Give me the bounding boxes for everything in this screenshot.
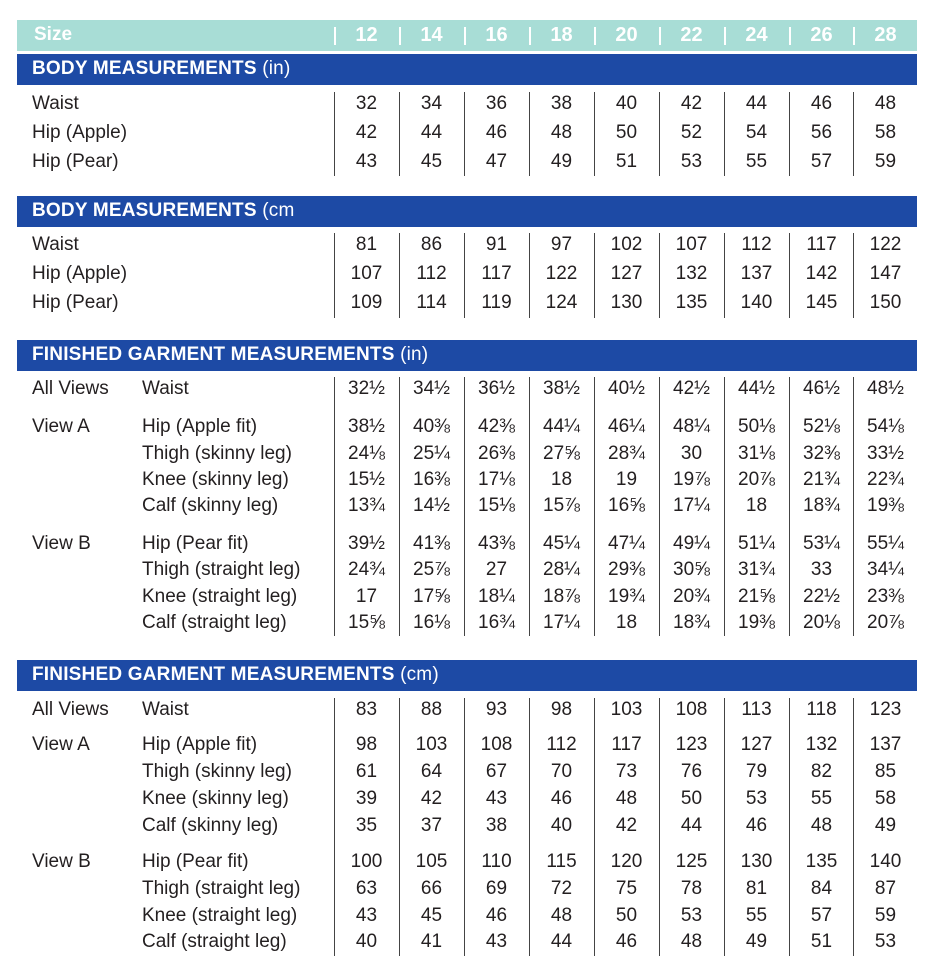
measurement-cell: 127 [610, 263, 643, 284]
measurement-cell: 57 [810, 151, 833, 172]
measurement-cell: 48 [680, 931, 703, 952]
row-label: Hip (Apple fit) [142, 416, 258, 437]
measurement-cell: 114 [416, 292, 447, 313]
measurement-cell: 39½ [348, 533, 385, 554]
measurement-cell: 97 [550, 234, 573, 255]
measurement-cell: 145 [805, 292, 838, 313]
measurement-cell: 38½ [543, 378, 580, 399]
measurement-cell: 19⅜ [867, 495, 904, 516]
measurement-cell: 107 [675, 234, 708, 255]
row-label: Knee (skinny leg) [142, 469, 289, 490]
measurement-cell: 58 [874, 122, 897, 143]
measurement-cell: 47 [485, 151, 508, 172]
measurement-cell: 21⅝ [738, 586, 775, 607]
size-header-divider [594, 27, 596, 45]
measurement-cell: 58 [874, 788, 897, 809]
measurement-cell: 17¼ [673, 495, 710, 516]
measurement-cell: 46¼ [608, 416, 645, 437]
measurement-cell: 100 [350, 851, 383, 872]
measurement-cell: 137 [869, 734, 902, 755]
section-title-text: BODY MEASUREMENTS [32, 200, 257, 221]
measurement-cell: 51 [615, 151, 638, 172]
measurement-cell: 46 [615, 931, 638, 952]
measurement-cell: 79 [745, 761, 768, 782]
measurement-cell: 98 [355, 734, 378, 755]
row-label: Hip (Pear) [32, 292, 119, 313]
measurement-cell: 103 [415, 734, 448, 755]
measurement-cell: 61 [355, 761, 378, 782]
measurement-cell: 45¼ [543, 533, 580, 554]
measurement-cell: 42 [615, 815, 638, 836]
measurement-cell: 135 [675, 292, 708, 313]
measurement-cell: 51 [810, 931, 833, 952]
measurement-cell: 18 [745, 495, 768, 516]
measurement-cell: 117 [806, 234, 837, 255]
measurement-cell: 20⅞ [738, 469, 775, 490]
measurement-cell: 27⅝ [543, 443, 580, 464]
row-label: Thigh (skinny leg) [142, 443, 292, 464]
measurement-cell: 53 [680, 905, 703, 926]
measurement-cell: 38½ [348, 416, 385, 437]
measurement-cell: 91 [485, 234, 508, 255]
measurement-cell: 32 [355, 93, 378, 114]
measurement-cell: 36½ [478, 378, 515, 399]
measurement-cell: 16⅝ [608, 495, 645, 516]
measurement-cell: 33 [810, 559, 833, 580]
measurement-cell: 25⅞ [413, 559, 450, 580]
measurement-cell: 16⅛ [413, 612, 450, 633]
measurement-cell: 32⅜ [803, 443, 840, 464]
section-title-text: FINISHED GARMENT MEASUREMENTS [32, 344, 395, 365]
measurement-cell: 140 [740, 292, 773, 313]
measurement-cell: 31⅛ [738, 443, 775, 464]
measurement-cell: 28¼ [543, 559, 580, 580]
measurement-cell: 113 [741, 699, 772, 720]
measurement-cell: 53¼ [803, 533, 840, 554]
row-label: Calf (skinny leg) [142, 495, 279, 516]
measurement-cell: 42 [680, 93, 703, 114]
measurement-cell: 57 [810, 905, 833, 926]
measurement-cell: 147 [869, 263, 902, 284]
measurement-cell: 23⅜ [867, 586, 904, 607]
size-header-divider [659, 27, 661, 45]
row-label: Waist [32, 234, 79, 255]
measurement-cell: 53 [745, 788, 768, 809]
measurement-cell: 42⅜ [478, 416, 515, 437]
measurement-cell: 45 [420, 151, 443, 172]
measurement-cell: 59 [874, 905, 897, 926]
section-band [17, 196, 917, 227]
measurement-cell: 38 [485, 815, 508, 836]
measurement-cell: 132 [675, 263, 708, 284]
measurement-cell: 108 [480, 734, 513, 755]
measurement-cell: 70 [550, 761, 573, 782]
measurement-cell: 50 [615, 905, 638, 926]
measurement-cell: 48 [550, 122, 573, 143]
measurement-cell: 24⅛ [348, 443, 385, 464]
measurement-cell: 69 [485, 878, 508, 899]
measurement-cell: 27 [485, 559, 508, 580]
measurement-cell: 122 [545, 263, 578, 284]
row-group-label: View B [32, 533, 91, 554]
measurement-cell: 46 [485, 122, 508, 143]
measurement-cell: 48 [615, 788, 638, 809]
row-label: Calf (straight leg) [142, 612, 287, 633]
measurement-cell: 20⅞ [867, 612, 904, 633]
measurement-cell: 42 [355, 122, 378, 143]
measurement-cell: 42½ [673, 378, 710, 399]
measurement-cell: 109 [350, 292, 383, 313]
measurement-cell: 17¼ [543, 612, 580, 633]
measurement-cell: 45 [420, 905, 443, 926]
measurement-cell: 87 [874, 878, 897, 899]
measurement-cell: 19 [615, 469, 638, 490]
measurement-cell: 53 [874, 931, 897, 952]
measurement-cell: 46 [550, 788, 573, 809]
row-group-label: View A [32, 734, 90, 755]
measurement-cell: 17 [355, 586, 378, 607]
measurement-cell: 20⅛ [803, 612, 840, 633]
measurement-cell: 19⅜ [738, 612, 775, 633]
measurement-cell: 15⅝ [348, 612, 385, 633]
measurement-cell: 48 [550, 905, 573, 926]
measurement-cell: 130 [740, 851, 773, 872]
measurement-cell: 117 [481, 263, 512, 284]
measurement-cell: 25¼ [413, 443, 450, 464]
measurement-cell: 72 [550, 878, 573, 899]
measurement-cell: 82 [810, 761, 833, 782]
measurement-cell: 33½ [867, 443, 904, 464]
measurement-cell: 15⅛ [478, 495, 515, 516]
measurement-cell: 53 [680, 151, 703, 172]
measurement-cell: 46½ [803, 378, 840, 399]
measurement-cell: 46 [810, 93, 833, 114]
size-column-16: 16 [485, 24, 508, 46]
measurement-cell: 20¾ [673, 586, 710, 607]
measurement-cell: 34¼ [867, 559, 904, 580]
row-group-label: View A [32, 416, 90, 437]
measurement-cell: 44 [550, 931, 573, 952]
size-column-14: 14 [420, 24, 443, 46]
measurement-cell: 49 [550, 151, 573, 172]
measurement-cell: 50 [615, 122, 638, 143]
measurement-cell: 48½ [867, 378, 904, 399]
row-group-label: View B [32, 851, 91, 872]
measurement-cell: 41⅜ [413, 533, 450, 554]
row-label: Waist [142, 378, 189, 399]
measurement-cell: 88 [420, 699, 443, 720]
size-header-divider [334, 27, 336, 45]
measurement-cell: 40½ [608, 378, 645, 399]
measurement-cell: 64 [420, 761, 443, 782]
measurement-cell: 117 [611, 734, 642, 755]
size-header-divider [464, 27, 466, 45]
measurement-cell: 119 [481, 292, 512, 313]
measurement-cell: 49 [874, 815, 897, 836]
measurement-cell: 22¾ [867, 469, 904, 490]
measurement-cell: 44 [420, 122, 443, 143]
section-title [32, 344, 428, 366]
measurement-cell: 55 [745, 905, 768, 926]
measurement-cell: 52 [680, 122, 703, 143]
measurement-cell: 112 [416, 263, 447, 284]
measurement-cell: 44 [745, 93, 768, 114]
measurement-cell: 18 [550, 469, 573, 490]
measurement-cell: 46 [485, 905, 508, 926]
measurement-cell: 41 [420, 931, 443, 952]
measurement-cell: 13¾ [348, 495, 385, 516]
measurement-cell: 81 [745, 878, 768, 899]
measurement-cell: 46 [745, 815, 768, 836]
measurement-cell: 48 [810, 815, 833, 836]
measurement-cell: 19⅞ [673, 469, 710, 490]
size-header-divider [789, 27, 791, 45]
measurement-cell: 43 [355, 151, 378, 172]
measurement-cell: 28¾ [608, 443, 645, 464]
measurement-cell: 137 [740, 263, 773, 284]
measurement-cell: 50 [680, 788, 703, 809]
measurement-cell: 32½ [348, 378, 385, 399]
measurement-cell: 44 [680, 815, 703, 836]
row-label: Knee (straight leg) [142, 586, 298, 607]
section-unit: (in) [262, 58, 291, 79]
measurement-cell: 44¼ [543, 416, 580, 437]
measurement-cell: 35 [355, 815, 378, 836]
measurement-cell: 85 [874, 761, 897, 782]
section-title-text: FINISHED GARMENT MEASUREMENTS [32, 664, 395, 685]
measurement-cell: 132 [805, 734, 838, 755]
measurement-cell: 37 [420, 815, 443, 836]
measurement-cell: 51¼ [738, 533, 775, 554]
size-column-28: 28 [874, 24, 897, 46]
measurement-cell: 55 [745, 151, 768, 172]
size-column-22: 22 [680, 24, 703, 46]
row-label: Waist [32, 93, 79, 114]
measurement-cell: 48 [874, 93, 897, 114]
row-label: Waist [142, 699, 189, 720]
size-column-24: 24 [745, 24, 768, 46]
measurement-cell: 49¼ [673, 533, 710, 554]
section-unit: (cm) [400, 664, 439, 685]
measurement-cell: 78 [680, 878, 703, 899]
measurement-cell: 18¾ [803, 495, 840, 516]
size-column-18: 18 [550, 24, 573, 46]
measurement-cell: 44½ [738, 378, 775, 399]
measurement-cell: 43 [355, 905, 378, 926]
row-label: Knee (straight leg) [142, 905, 298, 926]
section-band [17, 660, 917, 691]
size-column-20: 20 [615, 24, 638, 46]
measurement-cell: 120 [610, 851, 643, 872]
size-header-divider [724, 27, 726, 45]
size-header-divider [529, 27, 531, 45]
measurement-cell: 43 [485, 788, 508, 809]
measurement-cell: 18¾ [673, 612, 710, 633]
measurement-cell: 130 [610, 292, 643, 313]
measurement-cell: 36 [485, 93, 508, 114]
measurement-cell: 16⅜ [413, 469, 450, 490]
measurement-cell: 124 [545, 292, 578, 313]
row-label: Hip (Apple) [32, 263, 128, 284]
measurement-cell: 17⅝ [413, 586, 450, 607]
measurement-cell: 108 [675, 699, 708, 720]
row-label: Hip (Pear fit) [142, 851, 249, 872]
row-label: Thigh (straight leg) [142, 559, 301, 580]
measurement-cell: 105 [415, 851, 448, 872]
measurement-cell: 40⅜ [413, 416, 450, 437]
measurement-cell: 54⅛ [867, 416, 904, 437]
measurement-cell: 18¼ [478, 586, 515, 607]
measurement-cell: 110 [481, 851, 512, 872]
size-header-row [17, 20, 917, 51]
section-title-text: BODY MEASUREMENTS [32, 58, 257, 79]
row-label: Knee (skinny leg) [142, 788, 289, 809]
measurement-cell: 39 [355, 788, 378, 809]
measurement-cell: 43 [485, 931, 508, 952]
measurement-cell: 66 [420, 878, 443, 899]
measurement-cell: 19¾ [608, 586, 645, 607]
measurement-cell: 103 [610, 699, 643, 720]
measurement-cell: 30⅝ [673, 559, 710, 580]
section-unit: (cm [262, 200, 295, 221]
measurement-cell: 54 [745, 122, 768, 143]
measurement-cell: 81 [355, 234, 378, 255]
measurement-cell: 50⅛ [738, 416, 775, 437]
row-label: Calf (straight leg) [142, 931, 287, 952]
measurement-cell: 18⅞ [543, 586, 580, 607]
measurement-cell: 115 [546, 851, 577, 872]
measurement-cell: 40 [355, 931, 378, 952]
size-header-divider [399, 27, 401, 45]
measurement-cell: 142 [805, 263, 838, 284]
measurement-cell: 123 [869, 699, 902, 720]
size-header-divider [853, 27, 855, 45]
measurement-cell: 73 [615, 761, 638, 782]
section-title [32, 58, 290, 80]
row-label: Hip (Pear) [32, 151, 119, 172]
measurement-cell: 40 [615, 93, 638, 114]
measurement-cell: 55¼ [867, 533, 904, 554]
measurement-cell: 42 [420, 788, 443, 809]
measurement-cell: 55 [810, 788, 833, 809]
measurement-cell: 93 [485, 699, 508, 720]
measurement-cell: 84 [810, 878, 833, 899]
measurement-cell: 30 [680, 443, 703, 464]
measurement-cell: 63 [355, 878, 378, 899]
measurement-cell: 22½ [803, 586, 840, 607]
measurement-cell: 135 [805, 851, 838, 872]
measurement-cell: 15½ [348, 469, 385, 490]
measurement-cell: 40 [550, 815, 573, 836]
measurement-cell: 24¾ [348, 559, 385, 580]
measurement-cell: 16¾ [478, 612, 515, 633]
measurement-cell: 29⅜ [608, 559, 645, 580]
measurement-cell: 43⅜ [478, 533, 515, 554]
measurement-cell: 17⅛ [478, 469, 515, 490]
measurement-cell: 86 [420, 234, 443, 255]
section-title [32, 664, 439, 686]
measurement-cell: 47¼ [608, 533, 645, 554]
measurement-cell: 127 [740, 734, 773, 755]
section-unit: (in) [400, 344, 429, 365]
measurement-cell: 34 [420, 93, 443, 114]
measurement-cell: 59 [874, 151, 897, 172]
section-band [17, 340, 917, 371]
section-title [32, 200, 295, 222]
measurement-cell: 31¾ [738, 559, 775, 580]
measurement-cell: 38 [550, 93, 573, 114]
measurement-cell: 18 [615, 612, 638, 633]
measurement-cell: 49 [745, 931, 768, 952]
row-label: Hip (Pear fit) [142, 533, 249, 554]
row-label: Hip (Apple fit) [142, 734, 258, 755]
measurement-cell: 122 [869, 234, 902, 255]
row-label: Hip (Apple) [32, 122, 128, 143]
measurement-cell: 150 [869, 292, 902, 313]
measurement-cell: 48¼ [673, 416, 710, 437]
row-group-label: All Views [32, 699, 109, 720]
row-label: Thigh (skinny leg) [142, 761, 292, 782]
measurement-cell: 52⅛ [803, 416, 840, 437]
row-group-label: All Views [32, 378, 109, 399]
size-header-label: Size [34, 24, 73, 45]
measurement-cell: 112 [546, 734, 577, 755]
measurement-cell: 123 [675, 734, 708, 755]
size-column-26: 26 [810, 24, 833, 46]
measurement-cell: 56 [810, 122, 833, 143]
measurement-cell: 102 [610, 234, 643, 255]
measurement-cell: 34½ [413, 378, 450, 399]
measurement-cell: 21¾ [803, 469, 840, 490]
measurement-cell: 98 [550, 699, 573, 720]
measurement-cell: 14½ [413, 495, 450, 516]
section-band [17, 54, 917, 85]
row-label: Calf (skinny leg) [142, 815, 279, 836]
measurement-cell: 75 [615, 878, 638, 899]
measurement-cell: 140 [869, 851, 902, 872]
measurement-cell: 125 [675, 851, 708, 872]
measurement-cell: 83 [355, 699, 378, 720]
measurement-cell: 76 [680, 761, 703, 782]
measurement-cell: 107 [350, 263, 383, 284]
measurement-cell: 118 [806, 699, 837, 720]
measurement-cell: 26⅜ [478, 443, 515, 464]
measurement-cell: 15⅞ [543, 495, 580, 516]
size-column-12: 12 [355, 24, 378, 46]
row-label: Thigh (straight leg) [142, 878, 301, 899]
measurement-cell: 112 [741, 234, 772, 255]
measurement-cell: 67 [485, 761, 508, 782]
